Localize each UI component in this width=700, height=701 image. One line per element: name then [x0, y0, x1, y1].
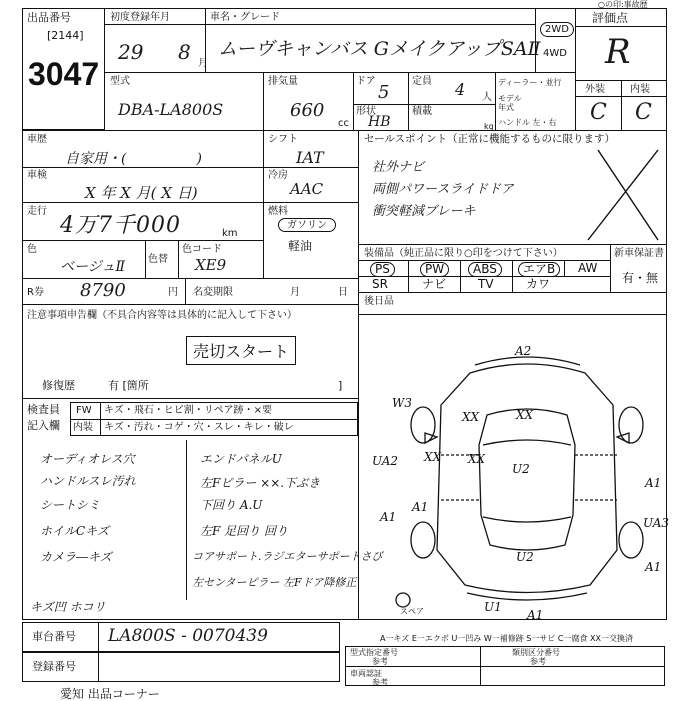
seats-unit: 人 [482, 92, 492, 103]
note-right-6: 左センターピラー 左Fドア降修正 [192, 576, 357, 589]
mark-ua2: UA2 [372, 454, 399, 468]
fuel-diesel: 軽油 [288, 239, 313, 253]
format-label: 型式指定番号 [350, 648, 398, 657]
car-diagram [395, 345, 660, 615]
drive-4wd: 4WD [543, 48, 567, 59]
model-value: DBA-LA800S [118, 100, 224, 119]
chassis-value: LA800S - 0070439 [108, 626, 268, 646]
damage-legend: A一キズ E一エクボ U一凹み W一補修跡 S一サビ C一腐食 XX一交換済 [380, 634, 634, 643]
note-left-4: ホイルCキズ [40, 524, 109, 538]
model-year-label: モデル [498, 94, 522, 103]
color-code-value: XE9 [195, 256, 227, 274]
eval-label: 評価点 [592, 11, 629, 25]
color-value: ベージュⅡ [60, 259, 125, 275]
name-change-label: 名変期限 [193, 287, 233, 298]
mark-w3: W3 [392, 396, 412, 410]
mark-u1: U1 [484, 600, 502, 614]
new-warranty-value: 有・無 [622, 271, 659, 285]
chassis-label: 車台番号 [32, 630, 76, 643]
door-value: 5 [378, 82, 390, 103]
inspector-fw: FW [76, 405, 92, 416]
dealer-label: ディーラー・並行 [498, 78, 562, 87]
year-label: 年式 [498, 103, 514, 112]
mark-xx-4: XX [468, 452, 486, 466]
handle-label: ハンドル 左・右 [498, 118, 557, 127]
exterior-value: C [590, 100, 607, 125]
inspector-label-2: 記入欄 [27, 419, 60, 432]
mark-u2-2: U2 [516, 550, 534, 564]
note-left-3: シートシミ [40, 498, 101, 512]
name-change-month: 月 [290, 287, 300, 298]
ac-value: AAC [290, 180, 324, 198]
month-unit: 月 [198, 58, 208, 69]
ref2-label: 参考 [530, 657, 546, 666]
drive-2wd: 2WD [540, 22, 574, 37]
inspector-interior-items: キズ・汚れ・コゲ・穴・スレ・キレ・破レ [104, 422, 294, 433]
reg-month: 8 [178, 40, 191, 64]
eval-value: R [605, 32, 631, 72]
lot-sub: [2144] [47, 29, 84, 42]
shift-value: IAT [296, 148, 324, 167]
note-right-1: エンドパネルU [200, 452, 282, 466]
mileage-unit: km [222, 228, 238, 239]
mark-ua3: UA3 [643, 516, 670, 530]
shape-value: HB [368, 114, 391, 130]
car-name-label: 車名・グレード [210, 12, 280, 23]
sales-point-3: 衝突軽減ブレーキ [372, 204, 476, 219]
equip-pw: PW [420, 262, 449, 277]
model-label: 型式 [110, 76, 130, 87]
equip-navi: ナビ [422, 277, 447, 291]
equip-abs: ABS [468, 262, 502, 277]
reg-year-label: 初度登録年月 [110, 12, 170, 23]
interior-label: 内装 [630, 84, 650, 95]
new-warranty-label: 新車保証書 [614, 248, 664, 259]
equip-aw: AW [578, 261, 598, 275]
mark-a1-rear: A1 [527, 608, 544, 622]
note-left-6: キズ凹 ホコリ [30, 600, 106, 614]
lot-label: 出品番号 [27, 11, 71, 24]
exterior-label: 外装 [585, 84, 605, 95]
ref-label: 参考 [372, 657, 388, 666]
history-label: 車歴 [27, 134, 47, 145]
mark-u2-1: U2 [512, 462, 530, 476]
ref3-label: 参考 [372, 678, 388, 687]
recycle-value: 8790 [80, 280, 126, 301]
color-change-label: 色替 [148, 254, 168, 265]
sales-point-2: 両側パワースライドドア [372, 182, 514, 197]
mark-a1-right-bottom: A1 [645, 560, 662, 574]
registration-label: 登録番号 [32, 660, 76, 673]
cc-value: 660 [290, 100, 325, 121]
mileage-label: 走行 [27, 206, 47, 217]
cc-unit: cc [338, 118, 349, 129]
mark-xx-2: XX [462, 410, 480, 424]
ac-label: 冷房 [268, 170, 288, 181]
category-label: 類別区分番号 [512, 648, 560, 657]
inspection-value: X 年 X 月( X 日) [85, 184, 198, 202]
circled-note: ○の印:事故歴 [598, 0, 648, 9]
equip-ps: PS [370, 262, 395, 277]
seats-label: 定員 [412, 76, 432, 87]
mark-a1-left: A1 [380, 510, 397, 524]
inspection-label: 車検 [27, 170, 47, 181]
note-right-3: 下回り A.U [200, 498, 263, 512]
cc-label: 排気量 [268, 76, 298, 87]
sales-point-1: 社外ナビ [372, 160, 425, 175]
car-name: ムーヴキャンバス GメイクアップSAⅡ [218, 38, 541, 60]
repair-value: 有 [箇所 [108, 379, 149, 392]
repair-label: 修復歴 [42, 379, 75, 392]
certification-label: 車両認証 [350, 669, 382, 678]
shift-label: シフト [268, 134, 298, 145]
fuel-label: 燃料 [268, 206, 288, 217]
inspector-label-1: 検査員 [27, 403, 60, 416]
note-left-5: カメラ―キズ [40, 550, 112, 564]
equip-airbag: エアB [518, 262, 560, 277]
sales-points-label: セールスポイント（正常に機能するものに限ります） [364, 133, 616, 145]
note-left-1: オーディオレス穴 [40, 452, 135, 466]
seats-value: 4 [455, 80, 466, 99]
mileage-value: 4万7千000 [60, 213, 181, 238]
inspector-fw-items: キズ・飛石・ヒビ割・リペア跡・×要 [104, 405, 272, 416]
reg-year: 29 [118, 40, 144, 64]
door-label: ドア [356, 76, 376, 87]
load-label: 積載 [412, 106, 432, 117]
note-right-2: 左Fピラー ××.下ぶき [200, 476, 321, 490]
color-code-label: 色コード [182, 244, 222, 255]
note-left-2: ハンドルスレ汚れ [40, 474, 136, 488]
note-right-4: 左F 足回り 回り [200, 524, 288, 538]
equip-tv: TV [478, 277, 494, 291]
repair-close: ] [338, 379, 343, 392]
history-value: 自家用・( ) [65, 151, 202, 167]
fuel-gasoline: ガソリン [278, 218, 336, 232]
equip-leather: カワ [526, 277, 551, 291]
mark-xx-1: XX [516, 408, 534, 422]
lot-number: 3047 [28, 56, 100, 92]
shape-label: 形状 [356, 106, 376, 117]
interior-value: C [635, 100, 652, 125]
mark-xx-3: XX [424, 450, 442, 464]
mark-a1-left-2: A1 [412, 500, 429, 514]
sale-stamp: 売切スタート [186, 336, 296, 365]
equip-sr: SR [372, 277, 388, 291]
extra-items-label: 後日品 [364, 296, 394, 307]
sales-points-cross [358, 130, 667, 244]
load-unit: kg [484, 122, 494, 131]
recycle-unit: 円 [168, 287, 178, 298]
bottom-text: 愛知 出品コーナー [60, 687, 160, 701]
equipment-label: 装備品（純正品に限り○印をつけて下さい） [364, 248, 563, 259]
mark-a1-right-top: A1 [645, 476, 662, 490]
notes-label: 注意事項申告欄（不具合内容等は具体的に記入して下さい） [27, 310, 297, 321]
spare-label: スペア [400, 607, 424, 616]
note-right-5: コアサポート.ラジエターサポートさび [192, 550, 383, 563]
recycle-label: R券 [27, 287, 44, 298]
name-change-day: 日 [338, 287, 348, 298]
inspector-interior: 内装 [73, 422, 93, 433]
mark-a2: A2 [515, 344, 532, 358]
color-label: 色 [27, 244, 37, 255]
